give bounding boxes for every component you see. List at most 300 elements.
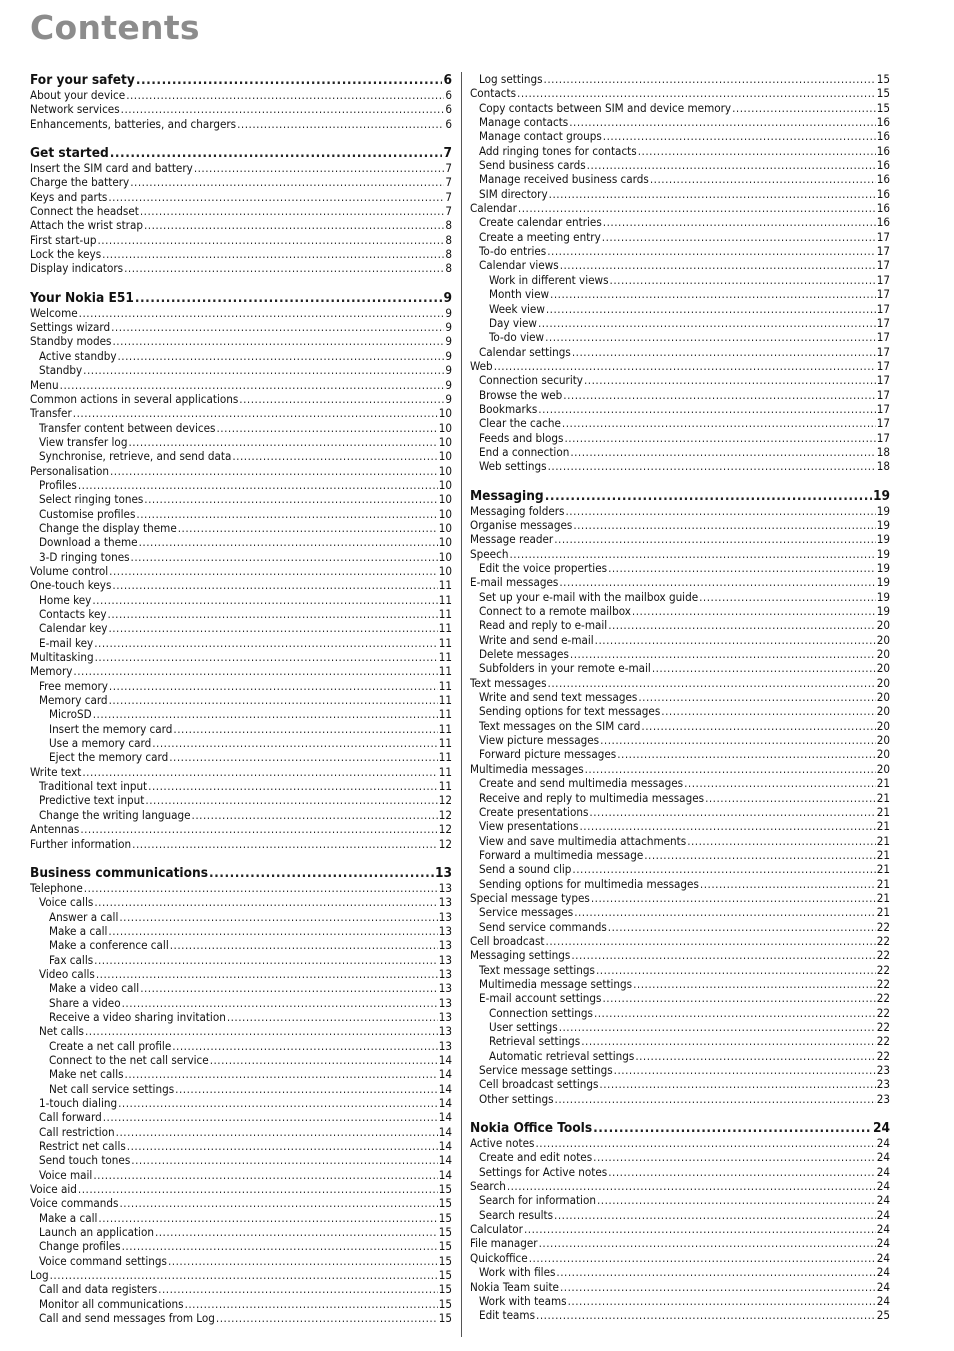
toc-entry[interactable] bbox=[30, 406, 452, 420]
toc-entry[interactable] bbox=[470, 431, 890, 445]
toc-entry-title: Network services bbox=[30, 102, 120, 117]
toc-page-number: 8 bbox=[445, 261, 452, 276]
toc-entry[interactable] bbox=[30, 334, 452, 348]
toc-dot-leader bbox=[84, 881, 438, 895]
toc-entry[interactable] bbox=[470, 1077, 890, 1091]
toc-entry[interactable] bbox=[470, 1280, 890, 1294]
toc-dot-leader bbox=[130, 175, 444, 189]
toc-dot-leader bbox=[517, 86, 876, 100]
toc-dot-leader bbox=[97, 233, 444, 247]
toc-entry[interactable] bbox=[470, 504, 890, 518]
toc-entry[interactable] bbox=[30, 261, 452, 275]
toc-page-number: 11 bbox=[438, 621, 452, 636]
toc-entry[interactable] bbox=[30, 1239, 452, 1253]
toc-section-heading[interactable] bbox=[470, 1120, 890, 1136]
toc-page-number: 10 bbox=[438, 520, 452, 535]
toc-entry[interactable] bbox=[470, 388, 890, 402]
toc-page-number: 10 bbox=[438, 463, 452, 478]
toc-entry[interactable] bbox=[470, 187, 890, 201]
toc-entry[interactable] bbox=[470, 445, 890, 459]
toc-entry[interactable] bbox=[470, 416, 890, 430]
toc-dot-leader bbox=[608, 920, 876, 934]
toc-dot-leader bbox=[591, 891, 876, 905]
toc-entry[interactable] bbox=[30, 535, 452, 549]
toc-page-number: 16 bbox=[876, 172, 890, 187]
toc-entry[interactable] bbox=[470, 719, 890, 733]
toc-page-number: 13 bbox=[438, 923, 452, 938]
toc-section-heading[interactable] bbox=[30, 865, 452, 881]
toc-entry[interactable] bbox=[30, 1082, 452, 1096]
toc-entry[interactable] bbox=[30, 218, 452, 232]
toc-entry[interactable] bbox=[30, 1153, 452, 1167]
toc-page-number: 22 bbox=[876, 1034, 890, 1049]
toc-dot-leader bbox=[227, 1010, 438, 1024]
toc-entry[interactable] bbox=[470, 1092, 890, 1106]
toc-entry[interactable] bbox=[470, 920, 890, 934]
toc-entry[interactable] bbox=[470, 72, 890, 86]
toc-entry[interactable] bbox=[470, 1034, 890, 1048]
toc-dot-leader bbox=[109, 564, 438, 578]
toc-section-heading[interactable] bbox=[470, 488, 890, 504]
toc-entry-title: Work with files bbox=[479, 1265, 556, 1280]
toc-entry[interactable] bbox=[470, 273, 890, 287]
toc-dot-leader bbox=[155, 1225, 438, 1239]
toc-dot-leader bbox=[140, 981, 438, 995]
toc-entry[interactable] bbox=[30, 808, 452, 822]
toc-entry[interactable] bbox=[470, 172, 890, 186]
toc-entry[interactable] bbox=[470, 402, 890, 416]
toc-entry[interactable] bbox=[30, 924, 452, 938]
toc-entry[interactable] bbox=[470, 459, 890, 473]
toc-entry[interactable] bbox=[470, 144, 890, 158]
toc-entry[interactable] bbox=[470, 561, 890, 575]
toc-entry[interactable] bbox=[30, 1125, 452, 1139]
toc-entry[interactable] bbox=[470, 805, 890, 819]
toc-dot-leader bbox=[108, 621, 437, 635]
toc-entry[interactable] bbox=[30, 464, 452, 478]
toc-page-number: 11 bbox=[438, 664, 452, 679]
toc-dot-leader bbox=[50, 1268, 438, 1282]
toc-entry-title: Text messages on the SIM card bbox=[479, 718, 641, 733]
toc-entry-title: E-mail key bbox=[39, 635, 94, 650]
toc-entry[interactable] bbox=[470, 704, 890, 718]
toc-dot-leader bbox=[136, 507, 437, 521]
toc-dot-leader bbox=[116, 1125, 438, 1139]
toc-page-number: 18 bbox=[876, 459, 890, 474]
toc-entry[interactable] bbox=[470, 330, 890, 344]
toc-entry[interactable] bbox=[30, 822, 452, 836]
toc-entry[interactable] bbox=[30, 1067, 452, 1081]
toc-page-number: 9 bbox=[445, 391, 452, 406]
toc-entry-title: Send business cards bbox=[479, 158, 586, 173]
toc-dot-leader bbox=[85, 1024, 438, 1038]
toc-section-heading[interactable] bbox=[30, 72, 452, 88]
toc-dot-leader bbox=[554, 1208, 876, 1222]
toc-dot-leader bbox=[572, 862, 875, 876]
toc-entry[interactable] bbox=[30, 1039, 452, 1053]
toc-entry[interactable] bbox=[470, 1193, 890, 1207]
toc-dot-leader bbox=[144, 218, 444, 232]
toc-page-number: 13 bbox=[438, 895, 452, 910]
toc-page-number: 15 bbox=[438, 1225, 452, 1240]
toc-entry[interactable] bbox=[470, 848, 890, 862]
toc-entry[interactable] bbox=[30, 521, 452, 535]
toc-entry[interactable] bbox=[30, 1311, 452, 1325]
toc-entry[interactable] bbox=[470, 86, 890, 100]
toc-entry[interactable] bbox=[30, 967, 452, 981]
toc-entry[interactable] bbox=[30, 938, 452, 952]
toc-page-number: 10 bbox=[438, 406, 452, 421]
toc-page-number: 22 bbox=[876, 1005, 890, 1020]
toc-entry[interactable] bbox=[470, 791, 890, 805]
toc-entry[interactable] bbox=[30, 621, 452, 635]
toc-page-number: 24 bbox=[876, 1222, 890, 1237]
toc-entry[interactable] bbox=[470, 690, 890, 704]
toc-dot-leader bbox=[80, 822, 437, 836]
toc-entry[interactable] bbox=[30, 550, 452, 564]
toc-entry[interactable] bbox=[470, 762, 890, 776]
toc-dot-leader bbox=[560, 258, 876, 272]
toc-dot-leader bbox=[602, 991, 875, 1005]
toc-entry[interactable] bbox=[30, 102, 452, 116]
toc-page-number: 17 bbox=[876, 258, 890, 273]
toc-entry-title: Sending options for multimedia messages bbox=[479, 876, 699, 891]
toc-entry[interactable] bbox=[30, 1096, 452, 1110]
toc-entry-title: Write and send text messages bbox=[479, 690, 638, 705]
toc-entry[interactable] bbox=[30, 1297, 452, 1311]
toc-entry[interactable] bbox=[30, 1211, 452, 1225]
toc-dot-leader bbox=[173, 722, 437, 736]
toc-page-number: 19 bbox=[872, 487, 890, 504]
toc-entry-title: Receive and reply to multimedia messages bbox=[479, 790, 705, 805]
toc-dot-leader bbox=[73, 664, 437, 678]
toc-page-number: 21 bbox=[876, 819, 890, 834]
toc-dot-leader bbox=[119, 1196, 437, 1210]
toc-entry[interactable] bbox=[30, 1282, 452, 1296]
toc-entry-title: Service message settings bbox=[479, 1063, 613, 1078]
toc-entry[interactable] bbox=[470, 776, 890, 790]
toc-entry[interactable] bbox=[470, 862, 890, 876]
toc-entry[interactable] bbox=[30, 1053, 452, 1067]
toc-entry[interactable] bbox=[30, 881, 452, 895]
toc-page-number: 13 bbox=[438, 938, 452, 953]
toc-entry[interactable] bbox=[470, 676, 890, 690]
toc-dot-leader bbox=[127, 1139, 438, 1153]
toc-entry[interactable] bbox=[30, 507, 452, 521]
toc-entry[interactable] bbox=[470, 1265, 890, 1279]
toc-entry[interactable] bbox=[470, 547, 890, 561]
toc-entry-title: Feeds and blogs bbox=[479, 430, 564, 445]
toc-dot-leader bbox=[608, 1165, 875, 1179]
toc-dot-leader bbox=[600, 733, 876, 747]
toc-entry[interactable] bbox=[470, 661, 890, 675]
toc-dot-leader bbox=[216, 1311, 438, 1325]
toc-entry[interactable] bbox=[470, 1020, 890, 1034]
toc-entry-title: Speech bbox=[470, 546, 509, 561]
toc-entry[interactable] bbox=[470, 1208, 890, 1222]
toc-entry[interactable] bbox=[30, 693, 452, 707]
toc-entry[interactable] bbox=[30, 793, 452, 807]
toc-entry[interactable] bbox=[30, 593, 452, 607]
toc-page-number: 20 bbox=[876, 704, 890, 719]
toc-entry[interactable] bbox=[30, 349, 452, 363]
toc-entry[interactable] bbox=[30, 707, 452, 721]
toc-entry-title: E-mail messages bbox=[470, 575, 559, 590]
toc-dot-leader bbox=[125, 1067, 438, 1081]
toc-entry[interactable] bbox=[470, 877, 890, 891]
toc-entry-title: Make a call bbox=[49, 923, 108, 938]
toc-entry[interactable] bbox=[470, 359, 890, 373]
toc-dot-leader bbox=[699, 590, 876, 604]
toc-entry[interactable] bbox=[470, 302, 890, 316]
toc-page-number: 6 bbox=[445, 88, 452, 102]
toc-entry[interactable] bbox=[30, 895, 452, 909]
toc-entry[interactable] bbox=[470, 1136, 890, 1150]
toc-entry[interactable] bbox=[470, 1063, 890, 1077]
toc-entry[interactable] bbox=[30, 1182, 452, 1196]
toc-entry[interactable] bbox=[470, 158, 890, 172]
toc-entry[interactable] bbox=[470, 1251, 890, 1265]
toc-entry[interactable] bbox=[30, 564, 452, 578]
toc-entry-title: Send service commands bbox=[479, 919, 607, 934]
toc-entry[interactable] bbox=[30, 204, 452, 218]
toc-entry[interactable] bbox=[470, 1294, 890, 1308]
toc-page-number: 15 bbox=[876, 86, 890, 101]
toc-dot-leader bbox=[78, 478, 438, 492]
toc-entry[interactable] bbox=[30, 1196, 452, 1210]
toc-entry-title: Read and reply to e-mail bbox=[479, 618, 608, 633]
toc-section-heading[interactable] bbox=[30, 290, 452, 306]
toc-entry[interactable] bbox=[30, 578, 452, 592]
toc-page-number: 10 bbox=[438, 449, 452, 464]
toc-entry[interactable] bbox=[30, 1110, 452, 1124]
toc-entry-title: To-do view bbox=[489, 330, 545, 345]
toc-dot-leader bbox=[603, 129, 876, 143]
toc-entry[interactable] bbox=[470, 244, 890, 258]
toc-entry-title: Receive a video sharing invitation bbox=[49, 1009, 226, 1024]
toc-entry[interactable] bbox=[470, 287, 890, 301]
toc-entry[interactable] bbox=[30, 435, 452, 449]
toc-page-number: 12 bbox=[438, 793, 452, 808]
toc-entry[interactable] bbox=[470, 1150, 890, 1164]
toc-entry-title: Messaging bbox=[470, 487, 544, 504]
toc-entry-title: Copy contacts between SIM and device memory bbox=[479, 100, 732, 115]
toc-entry[interactable] bbox=[30, 722, 452, 736]
toc-entry[interactable] bbox=[470, 1308, 890, 1322]
toc-entry[interactable] bbox=[30, 779, 452, 793]
toc-page-number: 10 bbox=[438, 492, 452, 507]
toc-entry[interactable] bbox=[470, 934, 890, 948]
toc-entry-title: Voice commands bbox=[30, 1196, 119, 1211]
toc-entry[interactable] bbox=[470, 316, 890, 330]
toc-entry-title: Common actions in several applications bbox=[30, 391, 239, 406]
toc-entry[interactable] bbox=[30, 449, 452, 463]
toc-dot-leader bbox=[98, 1211, 437, 1225]
toc-dot-leader bbox=[546, 934, 876, 948]
toc-entry[interactable] bbox=[30, 636, 452, 650]
toc-page-number: 21 bbox=[876, 862, 890, 877]
toc-entry[interactable] bbox=[470, 633, 890, 647]
toc-entry[interactable] bbox=[30, 378, 452, 392]
toc-entry[interactable] bbox=[30, 88, 452, 102]
toc-entry[interactable] bbox=[30, 175, 452, 189]
toc-entry-title: Write and send e-mail bbox=[479, 632, 594, 647]
toc-entry[interactable] bbox=[470, 647, 890, 661]
toc-entry[interactable] bbox=[30, 953, 452, 967]
toc-entry[interactable] bbox=[470, 733, 890, 747]
toc-entry[interactable] bbox=[470, 258, 890, 272]
toc-entry[interactable] bbox=[30, 1139, 452, 1153]
toc-page-number: 24 bbox=[876, 1136, 890, 1151]
toc-entry[interactable] bbox=[470, 948, 890, 962]
toc-entry[interactable] bbox=[470, 618, 890, 632]
toc-entry[interactable] bbox=[470, 977, 890, 991]
toc-entry[interactable] bbox=[470, 1179, 890, 1193]
toc-entry[interactable] bbox=[30, 306, 452, 320]
toc-page-number: 15 bbox=[438, 1282, 452, 1297]
toc-entry[interactable] bbox=[30, 392, 452, 406]
toc-entry-title: Video calls bbox=[39, 966, 95, 981]
toc-page-number: 16 bbox=[876, 115, 890, 130]
toc-entry-title: Make a conference call bbox=[49, 938, 169, 953]
toc-entry[interactable] bbox=[30, 1010, 452, 1024]
toc-entry[interactable] bbox=[30, 910, 452, 924]
toc-entry[interactable] bbox=[30, 421, 452, 435]
toc-entry[interactable] bbox=[470, 819, 890, 833]
toc-entry[interactable] bbox=[470, 230, 890, 244]
toc-page-number: 9 bbox=[445, 363, 452, 378]
toc-entry[interactable] bbox=[470, 532, 890, 546]
toc-entry[interactable] bbox=[470, 747, 890, 761]
toc-dot-leader bbox=[562, 416, 876, 430]
toc-entry[interactable] bbox=[30, 1024, 452, 1038]
toc-entry[interactable] bbox=[30, 478, 452, 492]
toc-entry[interactable] bbox=[30, 492, 452, 506]
toc-entry-title: Menu bbox=[30, 377, 59, 392]
toc-page-number: 11 bbox=[438, 592, 452, 607]
toc-entry[interactable] bbox=[30, 1225, 452, 1239]
toc-dot-leader bbox=[633, 977, 876, 991]
toc-entry[interactable] bbox=[30, 750, 452, 764]
toc-entry-title: Send a sound clip bbox=[479, 862, 572, 877]
toc-page-number: 15 bbox=[438, 1253, 452, 1268]
toc-entry[interactable] bbox=[30, 996, 452, 1010]
toc-section-heading[interactable] bbox=[30, 145, 452, 161]
toc-page-number: 6 bbox=[443, 72, 452, 88]
toc-entry[interactable] bbox=[470, 215, 890, 229]
toc-entry-title: Retrieval settings bbox=[489, 1034, 581, 1049]
toc-entry[interactable] bbox=[470, 1222, 890, 1236]
toc-entry[interactable] bbox=[470, 373, 890, 387]
toc-entry-title: Text message settings bbox=[479, 962, 595, 977]
toc-entry[interactable] bbox=[30, 161, 452, 175]
toc-page-number: 10 bbox=[438, 434, 452, 449]
toc-entry[interactable] bbox=[470, 1165, 890, 1179]
toc-entry[interactable] bbox=[470, 518, 890, 532]
toc-entry[interactable] bbox=[30, 190, 452, 204]
toc-dot-leader bbox=[593, 1120, 872, 1136]
toc-entry-title: Standby bbox=[39, 363, 83, 378]
toc-entry[interactable] bbox=[30, 664, 452, 678]
toc-dot-leader bbox=[209, 865, 434, 881]
toc-entry[interactable] bbox=[470, 1049, 890, 1063]
toc-page-number: 24 bbox=[876, 1179, 890, 1194]
toc-entry[interactable] bbox=[30, 650, 452, 664]
toc-dot-leader bbox=[559, 575, 875, 589]
toc-entry[interactable] bbox=[30, 679, 452, 693]
toc-page-number: 21 bbox=[876, 804, 890, 819]
toc-entry[interactable] bbox=[30, 247, 452, 261]
toc-entry[interactable] bbox=[470, 590, 890, 604]
toc-page-number: 14 bbox=[438, 1096, 452, 1110]
toc-entry-title: Make net calls bbox=[49, 1067, 124, 1082]
toc-entry[interactable] bbox=[30, 607, 452, 621]
toc-entry[interactable] bbox=[470, 101, 890, 115]
toc-entry-title: Web bbox=[470, 358, 493, 373]
toc-page-number: 10 bbox=[438, 535, 452, 550]
toc-entry[interactable] bbox=[470, 1236, 890, 1250]
toc-dot-leader bbox=[546, 302, 876, 316]
toc-entry[interactable] bbox=[30, 320, 452, 334]
toc-entry[interactable] bbox=[470, 115, 890, 129]
toc-entry[interactable] bbox=[30, 736, 452, 750]
toc-entry[interactable] bbox=[470, 963, 890, 977]
toc-dot-leader bbox=[632, 604, 876, 618]
toc-entry[interactable] bbox=[30, 1254, 452, 1268]
toc-page-number: 12 bbox=[438, 807, 452, 822]
toc-entry[interactable] bbox=[30, 765, 452, 779]
toc-entry[interactable] bbox=[470, 604, 890, 618]
toc-entry[interactable] bbox=[470, 991, 890, 1005]
toc-entry-title: Voice aid bbox=[30, 1182, 77, 1197]
toc-dot-leader bbox=[572, 345, 876, 359]
toc-entry-title: Profiles bbox=[39, 477, 77, 492]
toc-entry[interactable] bbox=[30, 363, 452, 377]
toc-page-number: 17 bbox=[876, 387, 890, 402]
toc-entry-title: User settings bbox=[489, 1020, 558, 1034]
toc-entry[interactable] bbox=[30, 837, 452, 851]
toc-entry[interactable] bbox=[30, 1268, 452, 1282]
toc-entry[interactable] bbox=[30, 1168, 452, 1182]
toc-dot-leader bbox=[94, 895, 437, 909]
toc-page-number: 12 bbox=[438, 836, 452, 851]
toc-page-number: 23 bbox=[876, 1077, 890, 1092]
toc-dot-leader bbox=[103, 1110, 438, 1124]
toc-entry[interactable] bbox=[30, 117, 452, 131]
toc-entry[interactable] bbox=[470, 891, 890, 905]
toc-entry[interactable] bbox=[470, 905, 890, 919]
toc-entry[interactable] bbox=[470, 1006, 890, 1020]
toc-page-number: 13 bbox=[438, 1038, 452, 1053]
toc-entry[interactable] bbox=[470, 575, 890, 589]
toc-entry[interactable] bbox=[30, 233, 452, 247]
toc-entry-title: Automatic retrieval settings bbox=[489, 1048, 635, 1063]
toc-entry[interactable] bbox=[470, 345, 890, 359]
toc-entry[interactable] bbox=[470, 834, 890, 848]
toc-entry[interactable] bbox=[470, 129, 890, 143]
toc-entry[interactable] bbox=[30, 981, 452, 995]
toc-entry-title: Cell broadcast bbox=[470, 933, 545, 948]
toc-entry-title: Calculator bbox=[470, 1222, 523, 1237]
toc-page-number: 13 bbox=[438, 952, 452, 967]
toc-entry[interactable] bbox=[470, 201, 890, 215]
toc-dot-leader bbox=[102, 247, 444, 261]
toc-dot-leader bbox=[237, 117, 444, 131]
toc-entry-title: Launch an application bbox=[39, 1225, 154, 1240]
toc-entry-title: Voice mail bbox=[39, 1167, 93, 1182]
toc-entry-title: Voice command settings bbox=[39, 1253, 167, 1268]
toc-entry-title: Get started bbox=[30, 145, 109, 162]
